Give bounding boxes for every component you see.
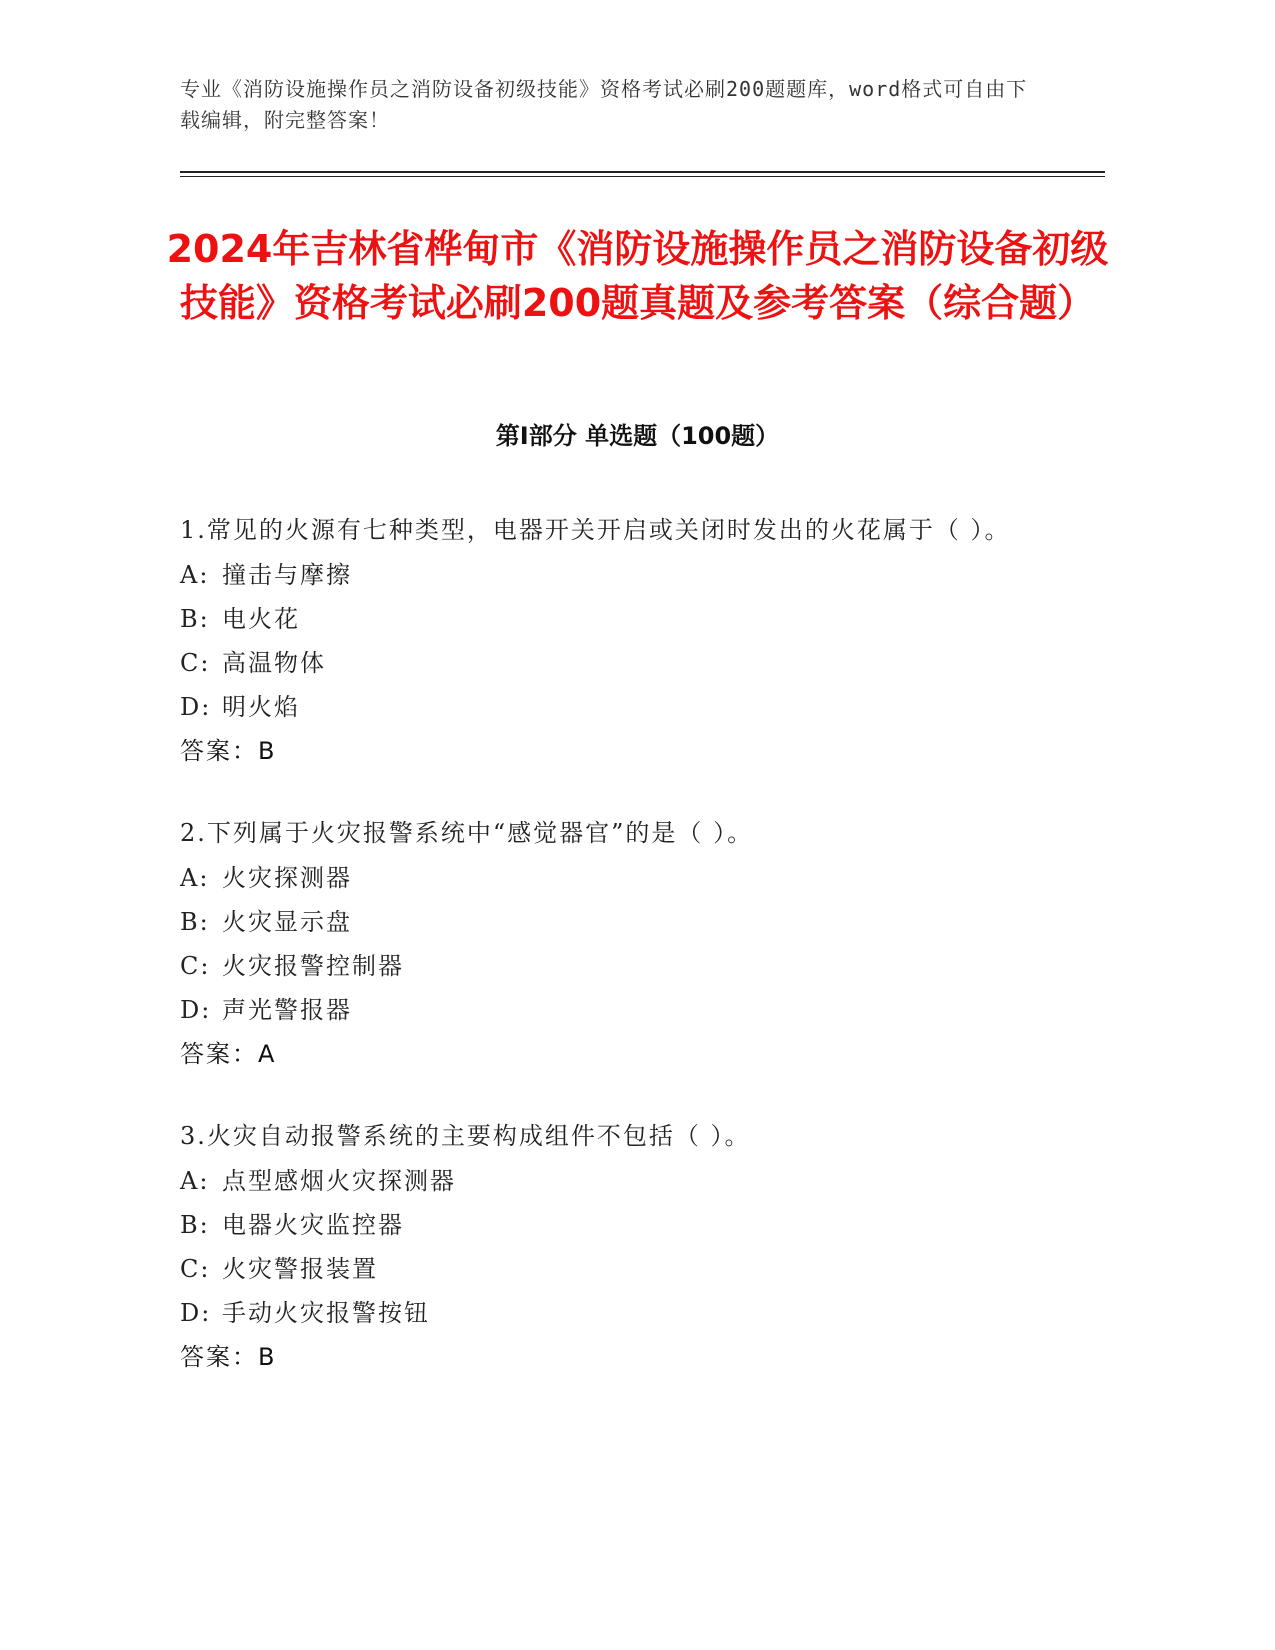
answer-value: B bbox=[258, 1343, 275, 1371]
option-text: 明火焰 bbox=[222, 693, 300, 721]
option-d bbox=[180, 685, 1040, 729]
answer-line bbox=[180, 729, 1040, 773]
option-letter: C: bbox=[180, 1255, 211, 1283]
option-text: 点型感烟火灾探测器 bbox=[222, 1167, 456, 1195]
option-a bbox=[180, 553, 1040, 597]
answer-line bbox=[180, 1032, 1040, 1076]
option-text: 手动火灾报警按钮 bbox=[222, 1299, 430, 1327]
option-text: 火灾警报装置 bbox=[222, 1255, 378, 1283]
question-stem: 2.下列属于火灾报警系统中“感觉器官”的是（ ）。 bbox=[180, 819, 754, 847]
option-letter: C: bbox=[180, 952, 211, 980]
option-letter: D: bbox=[180, 996, 212, 1024]
option-letter: D: bbox=[180, 693, 212, 721]
question-2 bbox=[180, 811, 1040, 1076]
option-a bbox=[180, 1159, 1040, 1203]
option-text: 火灾显示盘 bbox=[222, 908, 352, 936]
option-letter: B: bbox=[180, 605, 210, 633]
question-stem: 3.火灾自动报警系统的主要构成组件不包括（ ）。 bbox=[180, 1122, 751, 1150]
option-letter: B: bbox=[180, 908, 210, 936]
answer-label: 答案： bbox=[180, 737, 258, 765]
option-letter: B: bbox=[180, 1211, 210, 1239]
option-letter: A: bbox=[180, 864, 210, 892]
option-text: 高温物体 bbox=[222, 649, 326, 677]
answer-label: 答案： bbox=[180, 1040, 258, 1068]
header-note: 专业《消防设施操作员之消防设备初级技能》资格考试必刷200题题库，word格式可自由下载编辑，附完整答案！ bbox=[180, 77, 1028, 132]
question-3 bbox=[180, 1114, 1040, 1379]
answer-line bbox=[180, 1335, 1040, 1379]
answer-value: A bbox=[258, 1040, 275, 1068]
answer-value: B bbox=[258, 737, 275, 765]
header-divider-thin bbox=[180, 176, 1105, 177]
option-text: 电器火灾监控器 bbox=[222, 1211, 404, 1239]
answer-label: 答案： bbox=[180, 1343, 258, 1371]
option-c bbox=[180, 944, 1040, 988]
document-title: 2024年吉林省桦甸市《消防设施操作员之消防设备初级技能》资格考试必刷200题真题及参考答案（综合题） bbox=[166, 227, 1109, 325]
option-text: 火灾报警控制器 bbox=[222, 952, 404, 980]
option-letter: A: bbox=[180, 561, 210, 589]
option-text: 火灾探测器 bbox=[222, 864, 352, 892]
option-b bbox=[180, 900, 1040, 944]
option-b bbox=[180, 597, 1040, 641]
option-a bbox=[180, 856, 1040, 900]
option-c bbox=[180, 1247, 1040, 1291]
option-text: 电火花 bbox=[222, 605, 300, 633]
header-divider bbox=[180, 171, 1105, 173]
option-letter: C: bbox=[180, 649, 211, 677]
question-stem: 1.常见的火源有七种类型，电器开关开启或关闭时发出的火花属于（ ）。 bbox=[180, 516, 1011, 544]
option-b bbox=[180, 1203, 1040, 1247]
option-text: 撞击与摩擦 bbox=[222, 561, 352, 589]
question-1 bbox=[180, 508, 1040, 773]
option-letter: D: bbox=[180, 1299, 212, 1327]
option-letter: A: bbox=[180, 1167, 210, 1195]
option-text: 声光警报器 bbox=[222, 996, 352, 1024]
question-list bbox=[180, 508, 1040, 1417]
option-d bbox=[180, 1291, 1040, 1335]
option-d bbox=[180, 988, 1040, 1032]
section-heading: 第I部分 单选题（100题） bbox=[495, 422, 780, 450]
option-c bbox=[180, 641, 1040, 685]
